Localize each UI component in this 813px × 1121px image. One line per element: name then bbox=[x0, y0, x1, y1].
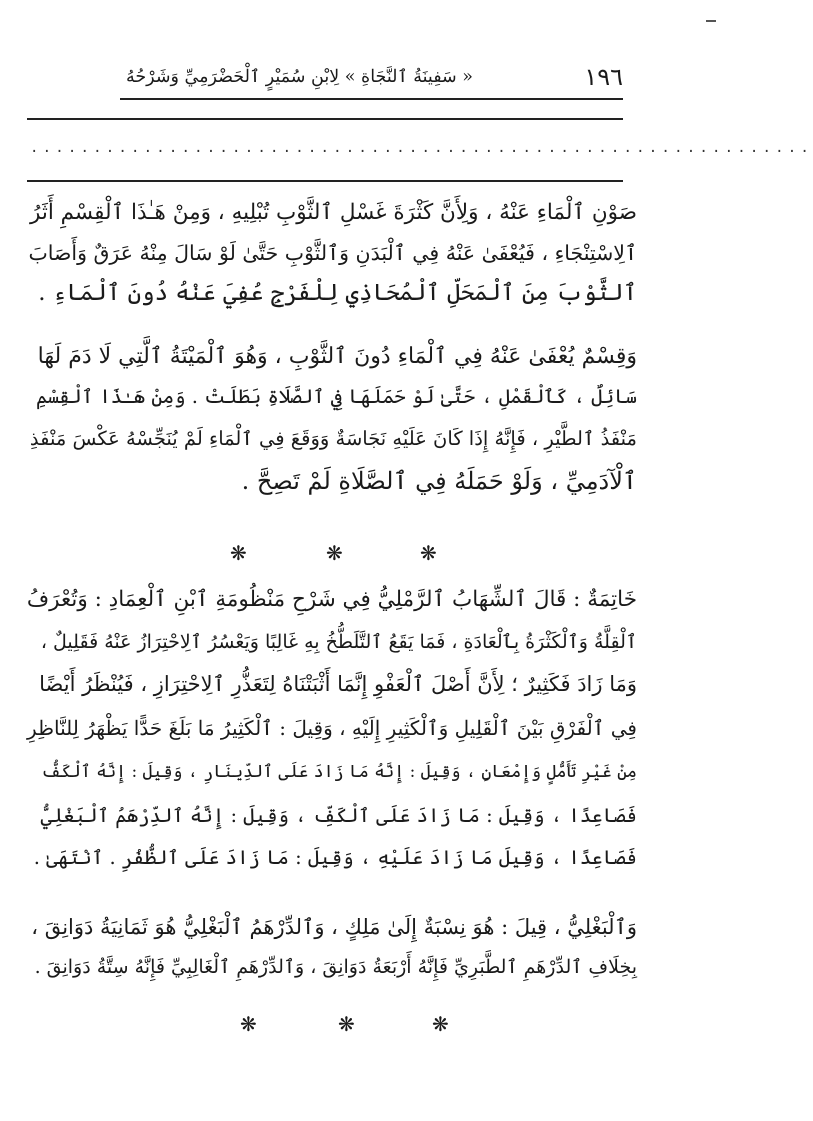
header-rule bbox=[120, 98, 623, 100]
star-ornament-icon: ❋ bbox=[326, 541, 343, 565]
text-line: ٱلْقِلَّةُ وَٱلْكَثْرَةُ بِٱلْعَادَةِ ، فَمَا يَقَعُ ٱلتَّلَطُّخُ بِهِ غَالِبًا وَيَعْسُرُ ٱلِاحْتِرَازُ عَنْهُ فَقَلِيلٌ ، bbox=[40, 631, 637, 653]
text-line: وَقِسْمٌ يُعْفَىٰ عَنْهُ فِي ٱلْمَاءِ دُونَ ٱلثَّوْبِ ، وَهُوَ ٱلْمَيْتَةُ ٱلَّتِي لَا دَمَ لَهَا bbox=[37, 344, 637, 369]
elided-text-dots: .............................................................. bbox=[30, 140, 813, 156]
text-line: مِنْ غَيْرِ تَأَمُّلٍ وَإِمْعَانٍ ، وَقِيلَ : إِنَّهُ مَا زَادَ عَلَى ٱلدِّينَارِ ، وَقِيلَ : إِنَّهُ ٱلْكَفُّ bbox=[41, 762, 637, 782]
text-line: بِخِلَافِ ٱلدِّرْهَمِ ٱلطَّبَرِيِّ فَإِنَّهُ أَرْبَعَةُ دَوَانِقَ ، وَٱلدِّرْهَمِ ٱلْغَالِبِيِّ فَإِنَّهُ سِتَّةُ دَوَانِقَ . bbox=[34, 956, 637, 978]
corner-mark bbox=[706, 20, 716, 22]
text-line: ٱلِاسْتِنْجَاءِ ، فَيُعْفَىٰ عَنْهُ فِي ٱلْبَدَنِ وَٱلثَّوْبِ حَتَّىٰ لَوْ سَالَ مِنْهُ عَرَقٌ وَأَصَابَ bbox=[28, 241, 637, 265]
text-line: سَائِلٌ ، كَٱلْقَمْلِ ، حَتَّىٰ لَوْ حَمَلَهَا فِي ٱلصَّلَاةِ بَطَلَتْ . وَمِنْ هَـٰذَا ٱلْقِسْمِ bbox=[36, 385, 637, 408]
section-divider bbox=[0, 1012, 720, 1036]
section-divider bbox=[0, 541, 720, 565]
text-line: فَصَاعِدًا ، وَقِيلَ مَا زَادَ عَلَيْهِ ، وَقِيلَ : مَا زَادَ عَلَى ٱلظُّفُرِ . ٱنْتَهَىٰ . bbox=[33, 846, 637, 869]
paragraph-baghli bbox=[27, 910, 637, 990]
text-line: فَصَاعِدًا ، وَقِيلَ : مَا زَادَ عَلَى ٱلْكَفِّ ، وَقِيلَ : إِنَّهُ ٱلدِّرْهَمُ ٱلْبَغْلِيُّ bbox=[40, 804, 637, 827]
page-header bbox=[120, 52, 623, 98]
star-ornament-icon: ❋ bbox=[338, 1012, 355, 1036]
text-line: فِي ٱلْفَرْقِ بَيْنَ ٱلْقَلِيلِ وَٱلْكَثِيرِ إِلَيْهِ ، وَقِيلَ : ٱلْكَثِيرُ مَا بَلَغَ حَدًّا يَظْهَرُ لِلنَّاظِرِ bbox=[27, 716, 637, 740]
star-ornament-icon: ❋ bbox=[420, 541, 437, 565]
paragraph-2 bbox=[27, 340, 637, 505]
star-ornament-icon: ❋ bbox=[240, 1012, 257, 1036]
page-number: ١٩٦ bbox=[584, 63, 623, 91]
section-rule-top bbox=[27, 118, 623, 120]
text-line: وَمَا زَادَ فَكَثِيرٌ ؛ لِأَنَّ أَصْلَ ٱلْعَفْوِ إِنَّمَا أَثْبَتْنَاهُ لِتَعَذُّرِ ٱلِاحْتِرَازِ ، فَيُنْظَرُ أَيْضًا bbox=[39, 672, 637, 696]
star-ornament-icon: ❋ bbox=[230, 541, 247, 565]
text-line: وَٱلْبَغْلِيُّ ، قِيلَ : هُوَ نِسْبَةٌ إِلَىٰ مَلِكٍ ، وَٱلدِّرْهَمُ ٱلْبَغْلِيُّ هُوَ ثَمَانِيَةُ دَوَانِقَ ، bbox=[31, 915, 637, 939]
paragraph-1 bbox=[27, 196, 637, 306]
section-rule-bottom bbox=[27, 180, 623, 182]
text-line: مَنْفَذُ ٱلطَّيْرِ ، فَإِنَّهُ إِذَا كَانَ عَلَيْهِ نَجَاسَةٌ وَوَقَعَ فِي ٱلْمَاءِ لَمْ يُنَجِّسْهُ عَكْسَ مَنْفَذِ bbox=[29, 427, 637, 450]
text-line: صَوْنِ ٱلْمَاءِ عَنْهُ ، وَلِأَنَّ كَثْرَةَ غَسْلِ ٱلثَّوْبِ تُبْلِيهِ ، وَمِنْ هَـٰذَا ٱلْقِسْمِ أَثَرُ bbox=[29, 200, 637, 225]
text-line: خَاتِمَةٌ : قَالَ ٱلشِّهَابُ ٱلرَّمْلِيُّ فِي شَرْحِ مَنْظُومَةِ ٱبْنِ ٱلْعِمَادِ : وَتُعْرَفُ bbox=[26, 587, 637, 612]
running-title: « سَفِينَةُ ٱلنَّجَاةِ » لِابْنِ سُمَيْرٍ ٱلْحَضْرَمِيِّ وَشَرْحُهُ bbox=[125, 67, 473, 87]
text-line: ٱلثَّوْبَ مِنَ ٱلْمَحَلِّ ٱلْمُحَاذِي لِلْفَرْجِ عُفِيَ عَنْهُ دُونَ ٱلْمَاءِ . bbox=[38, 280, 637, 306]
paragraph-conclusion bbox=[27, 583, 637, 893]
star-ornament-icon: ❋ bbox=[432, 1012, 449, 1036]
text-line: ٱلْآدَمِيِّ ، وَلَوْ حَمَلَهُ فِي ٱلصَّلَاةِ لَمْ تَصِحَّ . bbox=[241, 467, 637, 495]
